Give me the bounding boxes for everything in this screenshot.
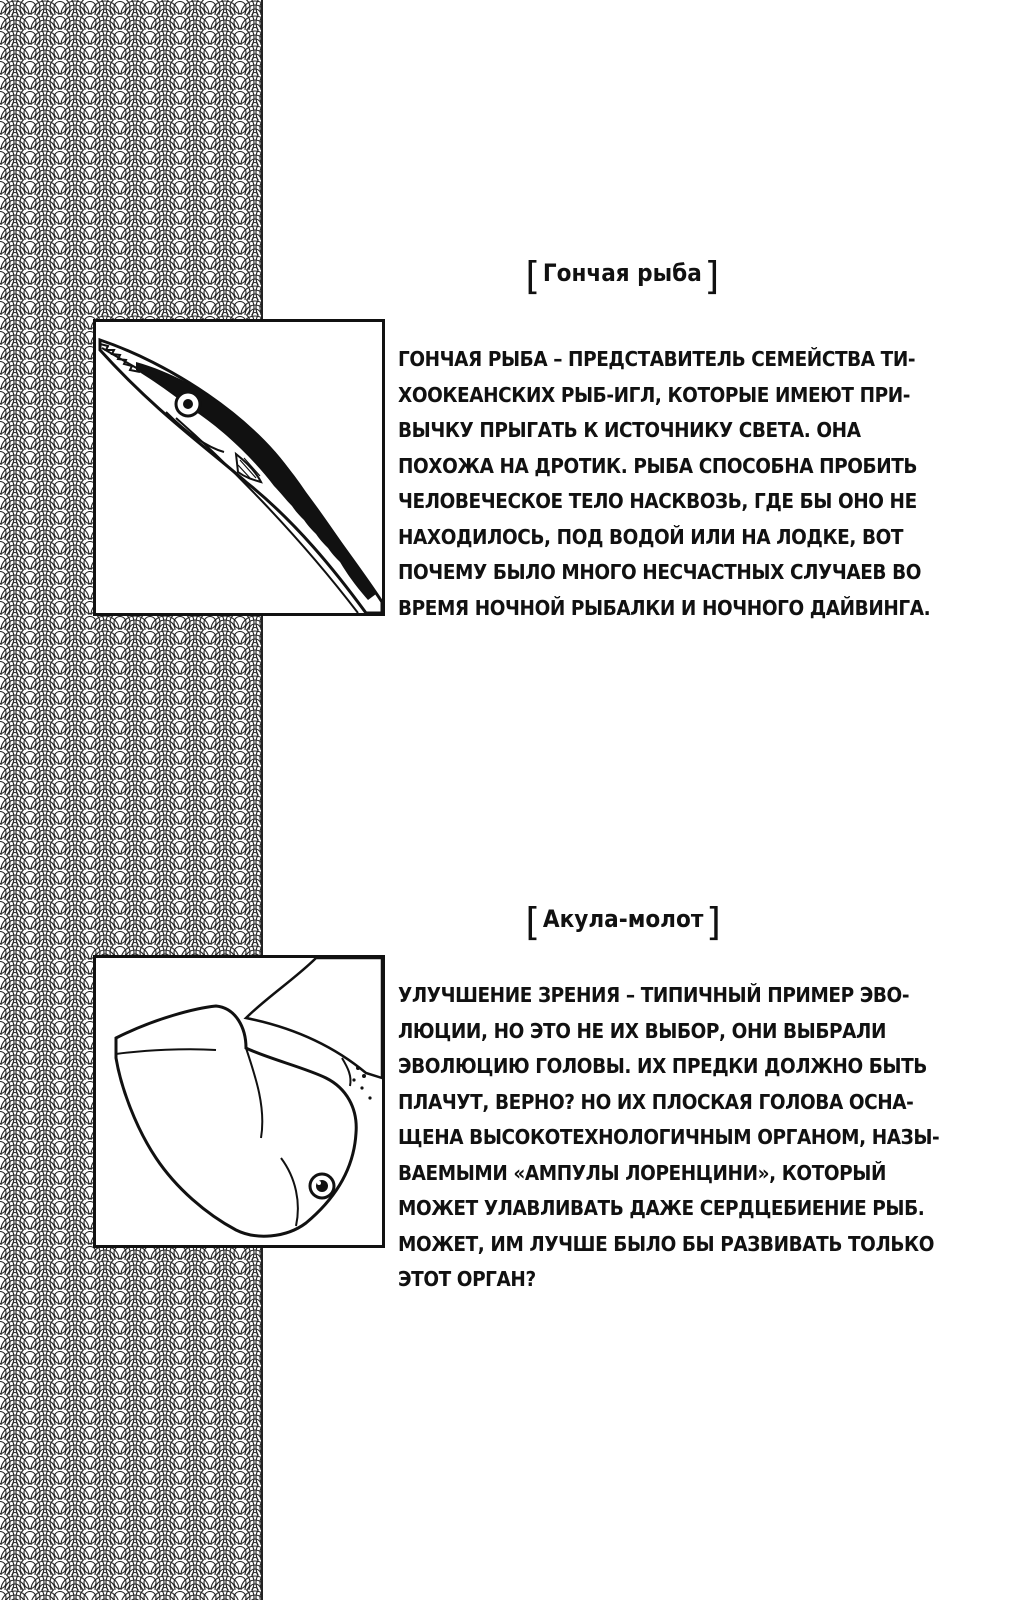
bracket-open: [ [520, 254, 543, 298]
seigaiha-pattern-strip [0, 0, 263, 1600]
bracket-close: ] [701, 254, 725, 298]
bracket-open: [ [520, 900, 543, 944]
needlefish-icon [96, 322, 382, 613]
entry-title-text: Акула-молот [542, 905, 704, 933]
illustration-needlefish [93, 319, 385, 616]
hammerhead-shark-icon [96, 958, 382, 1245]
illustration-hammerhead [93, 955, 385, 1248]
entry-description-needlefish: ГОНЧАЯ РЫБА – ПРЕДСТАВИТЕЛЬ СЕМЕЙСТВА ТИ- ХООКЕАНСКИХ РЫБ-ИГЛ, КОТОРЫЕ ИМЕЮТ ПРИ- ВЫЧКУ ПРЫГАТЬ К ИСТОЧНИКУ СВЕТА. ОНА ПОХОЖА НА ДРОТИК. РЫБА СПОСОБНА ПРОБИТЬ ЧЕЛОВЕЧЕСКОЕ ТЕЛО НАСКВОЗЬ, ГДЕ БЫ ОНО НЕ НАХОДИЛОСЬ, ПОД ВОДОЙ ИЛИ НА ЛОДКЕ, ВОТ ПОЧЕМУ БЫЛО МНОГО НЕСЧАСТНЫХ СЛУЧАЕВ ВО ВРЕМЯ НОЧНОЙ РЫБАЛКИ И НОЧНОГО ДАЙВИНГА. [398, 347, 931, 620]
entry-title-needlefish [520, 254, 725, 298]
bracket-close: ] [703, 900, 727, 944]
entry-title-text: Гончая рыба [542, 259, 702, 287]
wave-pattern-icon [0, 0, 261, 1600]
entry-description-hammerhead: УЛУЧШЕНИЕ ЗРЕНИЯ – ТИПИЧНЫЙ ПРИМЕР ЭВО- ЛЮЦИИ, НО ЭТО НЕ ИХ ВЫБОР, ОНИ ВЫБРАЛИ ЭВОЛЮЦИЮ ГОЛОВЫ. ИХ ПРЕДКИ ДОЛЖНО БЫТЬ ПЛАЧУТ, ВЕРНО? НО ИХ ПЛОСКАЯ ГОЛОВА ОСНА- ЩЕНА ВЫСОКОТЕХНОЛОГИЧНЫМ ОРГАНОМ, НАЗЫ- ВАЕМЫМИ «АМПУЛЫ ЛОРЕНЦИНИ», КОТОРЫЙ МОЖЕТ УЛАВЛИВАТЬ ДАЖЕ СЕРДЦЕБИЕНИЕ РЫБ. МОЖЕТ, ИМ ЛУЧШЕ БЫЛО БЫ РАЗВИВАТЬ ТОЛЬКО ЭТОТ ОРГАН? [398, 983, 940, 1291]
entry-title-hammerhead [520, 900, 726, 944]
